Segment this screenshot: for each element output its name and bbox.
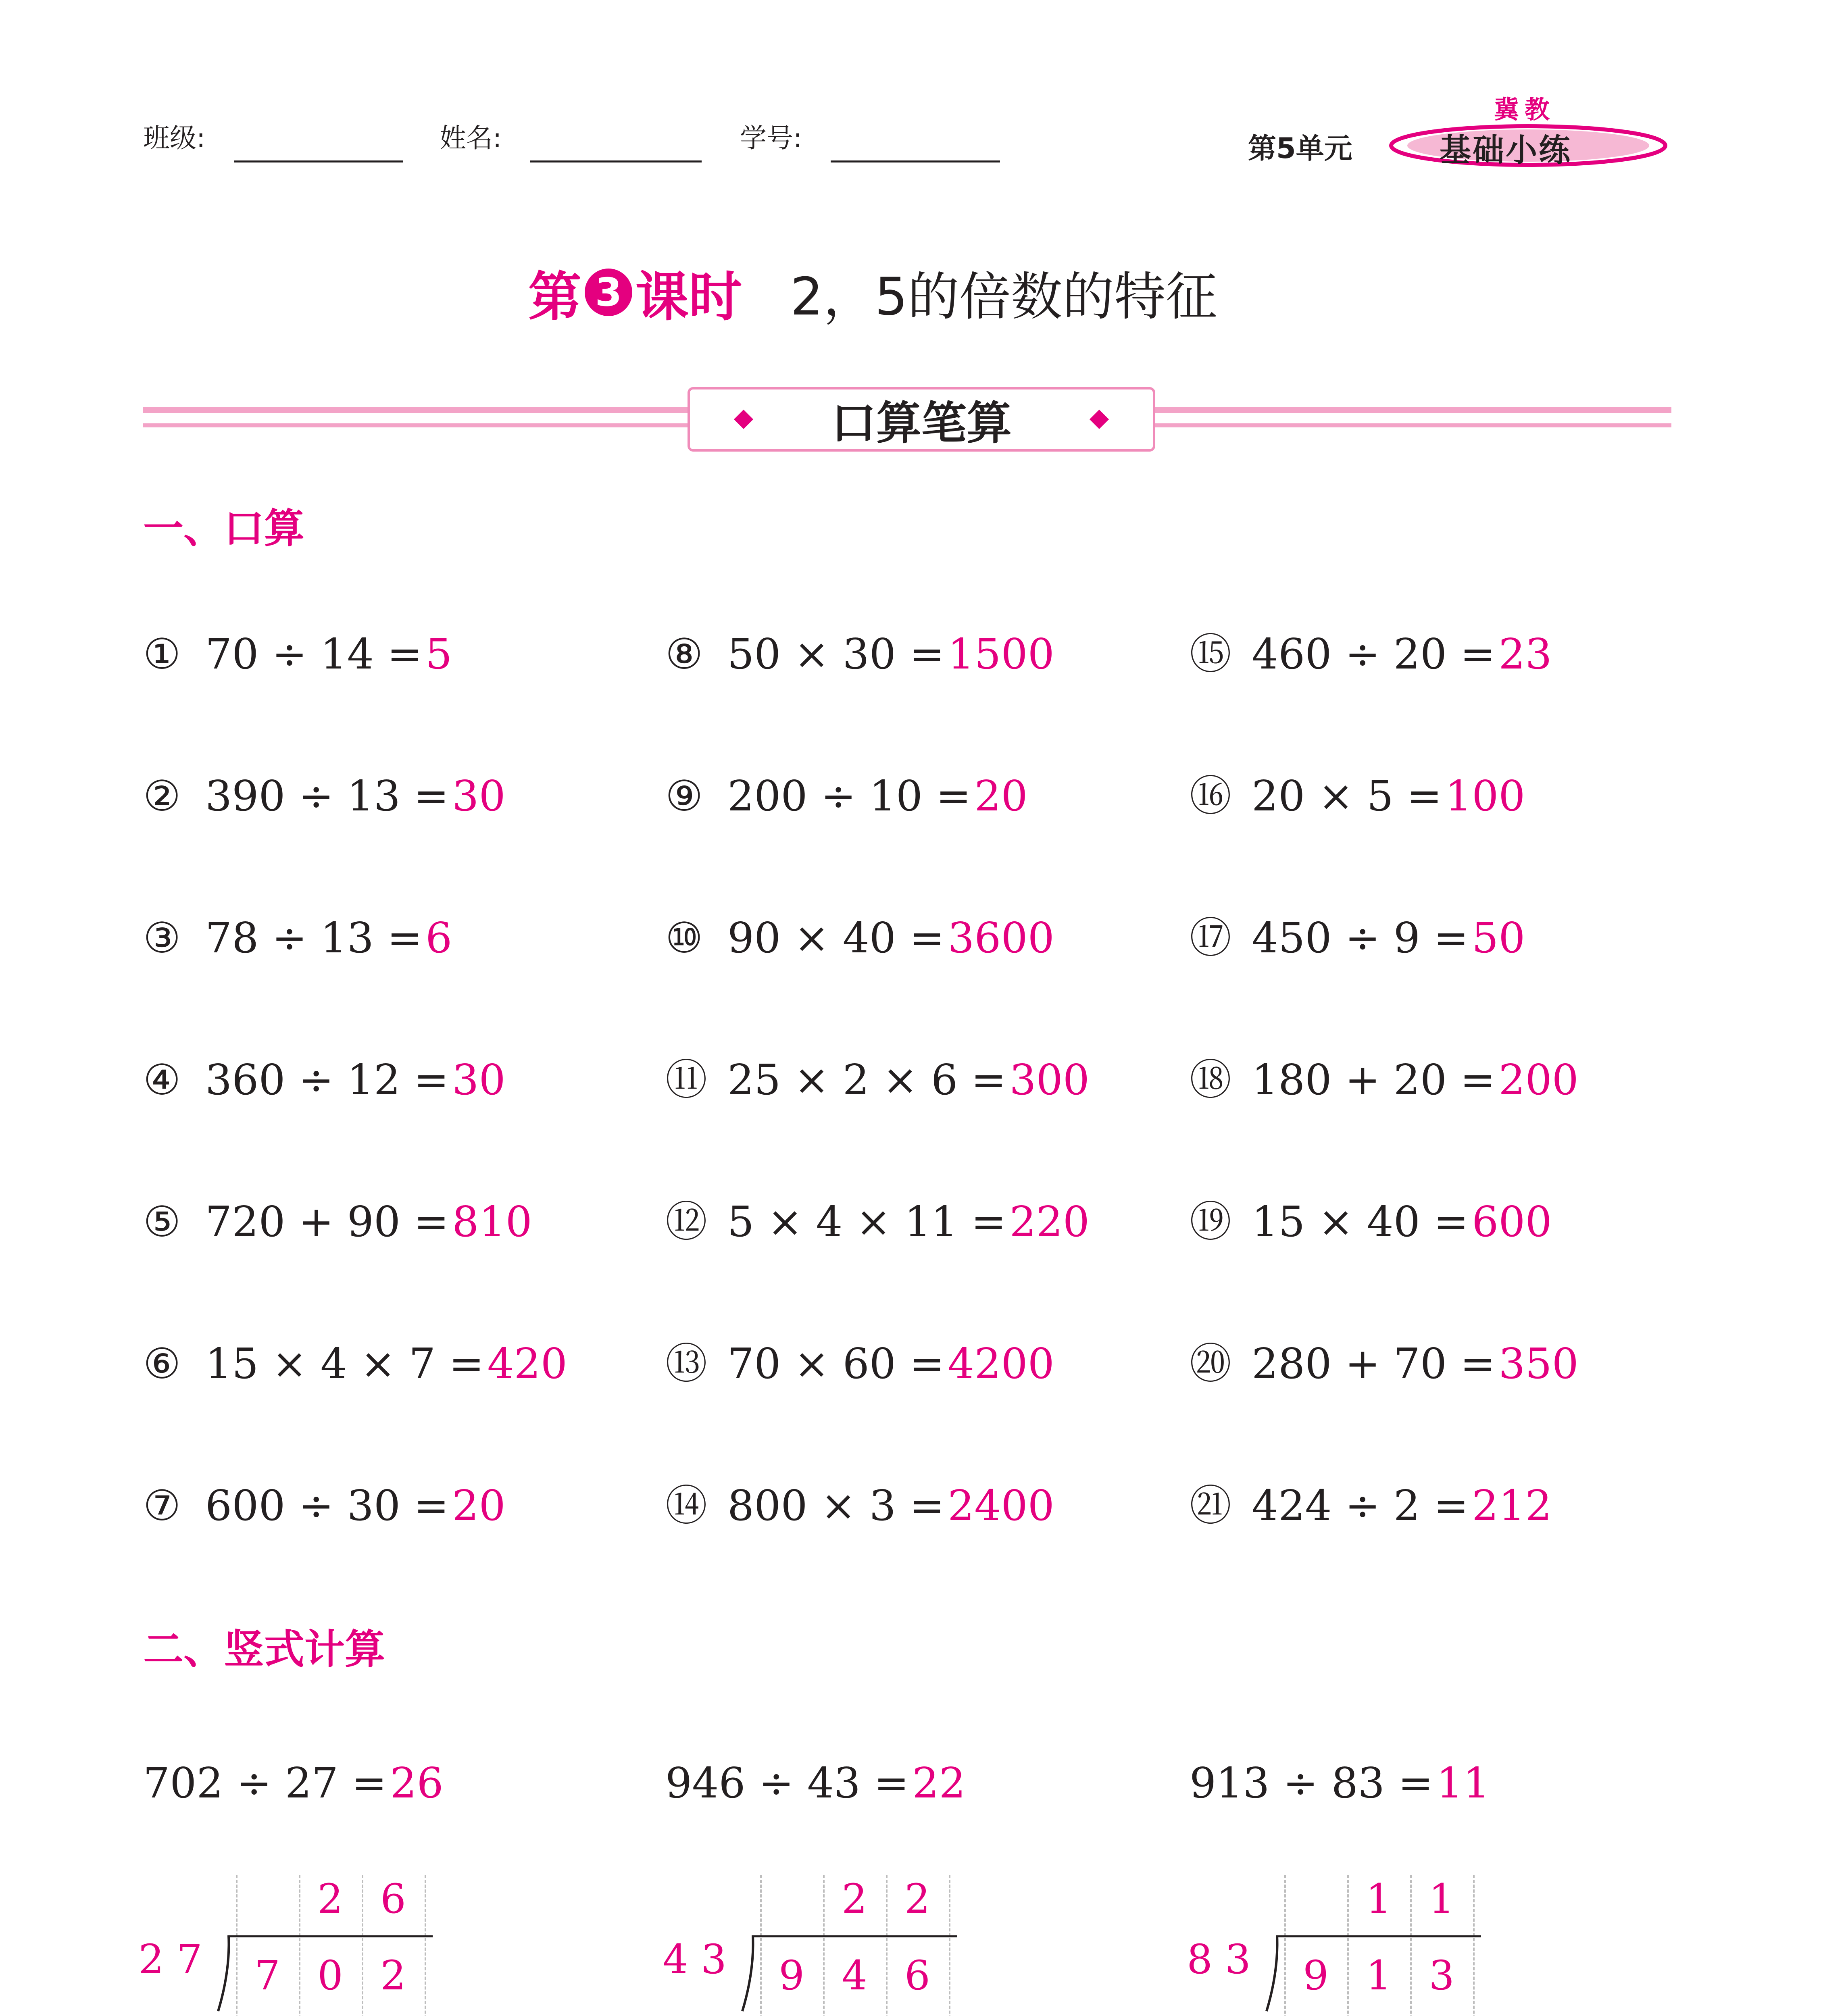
oral-problem [665, 771, 1028, 821]
problem-expression: 390 ÷ 13 = [205, 771, 449, 821]
problem-number: ⑲ [1190, 1197, 1232, 1246]
work-digit: 3 [1429, 1952, 1454, 1999]
oral-problem [143, 771, 506, 821]
oral-problem [665, 629, 1054, 679]
diamond-icon [1090, 410, 1109, 429]
quotient-digit: 1 [1429, 1875, 1454, 1922]
problem-number: ⑭ [665, 1481, 708, 1530]
divisor-digit: 2 [138, 1936, 164, 1983]
problem-number: ③ [143, 913, 181, 962]
written-problem [143, 1758, 444, 1808]
written-expression: 913 ÷ 83 = [1190, 1758, 1433, 1808]
written-expression: 702 ÷ 27 = [143, 1758, 387, 1808]
divisor-digit: 3 [1225, 1936, 1251, 1983]
problem-number: ⑯ [1190, 771, 1232, 821]
problem-expression: 70 × 60 = [727, 1339, 945, 1388]
problem-expression: 360 ÷ 12 = [205, 1055, 449, 1104]
problem-expression: 460 ÷ 20 = [1252, 629, 1496, 679]
section-written-title: 二、竖式计算 [143, 1626, 385, 1673]
problem-number: ⑦ [143, 1481, 181, 1530]
problem-number: ⑩ [665, 913, 703, 962]
problem-answer: 2400 [948, 1481, 1054, 1530]
written-answer: 22 [912, 1758, 966, 1808]
quotient-digit: 1 [1366, 1875, 1392, 1922]
long-division [657, 1875, 980, 2016]
problem-expression: 800 × 3 = [727, 1481, 945, 1530]
written-problem [665, 1758, 966, 1808]
divisor-digit: 7 [177, 1936, 202, 1983]
problem-number: ① [143, 629, 181, 679]
column-guide [425, 1875, 426, 2016]
problem-number: ⑤ [143, 1197, 181, 1246]
oral-problem [143, 1197, 532, 1246]
problem-answer: 20 [452, 1481, 506, 1530]
problem-answer: 200 [1498, 1055, 1579, 1104]
work-digit: 7 [254, 1952, 280, 1999]
problem-number: ⑪ [665, 1055, 708, 1104]
oral-problem [143, 1481, 506, 1530]
work-digit: 2 [380, 1952, 406, 1999]
banner-rule-right [1155, 407, 1671, 413]
oral-problem [665, 1055, 1090, 1104]
oral-problem [1190, 629, 1552, 679]
quotient-line [752, 1935, 957, 1937]
problem-number: ② [143, 771, 181, 821]
problem-answer: 100 [1445, 771, 1525, 821]
quotient-line [1276, 1935, 1481, 1937]
problem-answer: 300 [1009, 1055, 1090, 1104]
oral-problem [665, 1197, 1090, 1246]
banner [688, 387, 1155, 452]
problem-number: ⑧ [665, 629, 703, 679]
problem-answer: 30 [452, 1055, 506, 1104]
problem-expression: 280 + 70 = [1252, 1339, 1496, 1388]
class-field[interactable] [234, 160, 403, 162]
problem-expression: 15 × 40 = [1252, 1197, 1469, 1246]
lesson-number: 3 [585, 269, 632, 316]
quotient-digit: 6 [380, 1875, 406, 1922]
written-answer: 11 [1436, 1758, 1490, 1808]
problem-answer: 220 [1009, 1197, 1090, 1246]
student-id-field[interactable] [831, 160, 1000, 162]
problem-expression: 5 × 4 × 11 = [727, 1197, 1006, 1246]
problem-answer: 20 [974, 771, 1028, 821]
column-guide [949, 1875, 950, 2016]
diamond-icon [734, 410, 753, 429]
problem-expression: 720 + 90 = [205, 1197, 449, 1246]
problem-expression: 70 ÷ 14 = [205, 629, 423, 679]
problem-expression: 15 × 4 × 7 = [205, 1339, 484, 1388]
name-label: 姓名: [440, 123, 502, 154]
oral-problem [1190, 1197, 1552, 1246]
problem-number: ⑮ [1190, 629, 1232, 679]
student-id-label: 学号: [740, 123, 802, 154]
problem-answer: 5 [425, 629, 452, 679]
problem-expression: 180 + 20 = [1252, 1055, 1496, 1104]
problem-expression: 200 ÷ 10 = [727, 771, 971, 821]
long-division [133, 1875, 456, 2016]
oral-problem [1190, 1481, 1552, 1530]
edition-label: 冀教 [1494, 95, 1556, 124]
problem-expression: 20 × 5 = [1252, 771, 1442, 821]
problem-expression: 90 × 40 = [727, 913, 945, 962]
quotient-digit: 2 [317, 1875, 343, 1922]
oral-problem [143, 913, 452, 962]
problem-answer: 50 [1472, 913, 1525, 962]
oral-problem [1190, 1055, 1579, 1104]
problem-number: ㉑ [1190, 1481, 1232, 1530]
problem-number: ⑫ [665, 1197, 708, 1246]
oral-problem [1190, 1339, 1579, 1388]
oral-problem [143, 1339, 567, 1388]
work-digit: 9 [779, 1952, 804, 1999]
problem-answer: 23 [1498, 629, 1552, 679]
oral-problem [143, 1055, 506, 1104]
divisor-digit: 8 [1187, 1936, 1213, 1983]
section-oral-title: 一、口算 [143, 505, 304, 552]
problem-expression: 25 × 2 × 6 = [727, 1055, 1006, 1104]
banner-title: 口算笔算 [831, 397, 1012, 450]
lesson-prefix: 第 [528, 266, 581, 328]
problem-number: ⑰ [1190, 913, 1232, 962]
problem-expression: 600 ÷ 30 = [205, 1481, 449, 1530]
unit-label: 第5单元 [1248, 132, 1352, 165]
problem-answer: 6 [425, 913, 452, 962]
problem-expression: 424 ÷ 2 = [1252, 1481, 1469, 1530]
problem-answer: 212 [1472, 1481, 1552, 1530]
problem-answer: 420 [487, 1339, 567, 1388]
quotient-digit: 2 [904, 1875, 930, 1922]
class-label: 班级: [143, 123, 206, 154]
lesson-title [528, 258, 1217, 327]
problem-number: ④ [143, 1055, 181, 1104]
banner-rule-left [143, 407, 688, 413]
written-problem [1190, 1758, 1490, 1808]
written-expression: 946 ÷ 43 = [665, 1758, 909, 1808]
divisor-digit: 3 [701, 1936, 727, 1983]
oral-problem [1190, 913, 1525, 962]
work-digit: 1 [1366, 1952, 1392, 1999]
lesson-topic: 2，5的倍数的特征 [790, 267, 1217, 327]
oral-problem [665, 913, 1054, 962]
problem-number: ⑱ [1190, 1055, 1232, 1104]
problem-answer: 4200 [948, 1339, 1054, 1388]
work-digit: 0 [317, 1952, 343, 1999]
work-digit: 6 [904, 1952, 930, 1999]
series-title: 基础小练 [1440, 132, 1572, 169]
written-answer: 26 [390, 1758, 444, 1808]
problem-number: ⑨ [665, 771, 703, 821]
name-field[interactable] [530, 160, 702, 162]
divisor-digit: 4 [663, 1936, 688, 1983]
problem-answer: 350 [1498, 1339, 1579, 1388]
work-digit: 9 [1303, 1952, 1329, 1999]
problem-answer: 600 [1472, 1197, 1552, 1246]
work-digit: 4 [842, 1952, 867, 1999]
problem-expression: 450 ÷ 9 = [1252, 913, 1469, 962]
oral-problem [143, 629, 452, 679]
banner-rule-left-2 [143, 423, 688, 427]
problem-answer: 810 [452, 1197, 532, 1246]
problem-number: ⑥ [143, 1339, 181, 1388]
column-guide [1473, 1875, 1475, 2016]
problem-answer: 30 [452, 771, 506, 821]
quotient-digit: 2 [842, 1875, 867, 1922]
oral-problem [665, 1481, 1054, 1530]
lesson-suffix: 课时 [635, 266, 742, 328]
problem-number: ⑬ [665, 1339, 708, 1388]
quotient-line [228, 1935, 433, 1937]
problem-answer: 3600 [948, 913, 1054, 962]
long-division [1181, 1875, 1504, 2016]
oral-problem [665, 1339, 1054, 1388]
problem-expression: 50 × 30 = [727, 629, 945, 679]
banner-rule-right-2 [1155, 423, 1671, 427]
problem-number: ⑳ [1190, 1339, 1232, 1388]
problem-expression: 78 ÷ 13 = [205, 913, 423, 962]
oral-problem [1190, 771, 1525, 821]
problem-answer: 1500 [948, 629, 1054, 679]
